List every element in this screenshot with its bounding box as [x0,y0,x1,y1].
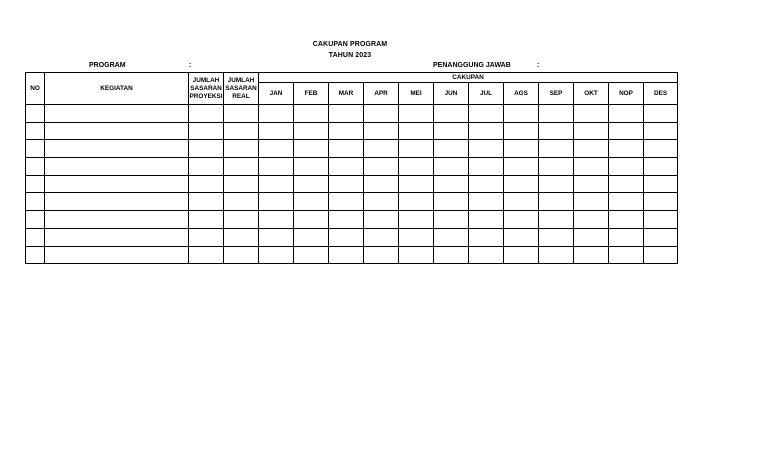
col-header-cakupan: CAKUPAN [259,73,678,83]
pj-label: PENANGGUNG JAWAB [433,62,511,69]
table-cell[interactable] [644,228,678,246]
table-cell[interactable] [259,122,294,140]
table-cell[interactable] [26,158,45,176]
table-cell[interactable] [644,246,678,264]
table-cell[interactable] [399,140,434,158]
table-cell[interactable] [399,122,434,140]
table-cell[interactable] [399,211,434,229]
table-cell[interactable] [574,246,609,264]
table-cell[interactable] [45,193,189,211]
table-cell[interactable] [26,193,45,211]
table-row [26,122,678,140]
table-cell[interactable] [644,175,678,193]
table-cell[interactable] [539,193,574,211]
table-cell[interactable] [609,122,644,140]
table-cell[interactable] [574,158,609,176]
table-cell[interactable] [609,105,644,123]
table-cell[interactable] [189,175,224,193]
table-cell[interactable] [504,140,539,158]
table-cell[interactable] [399,158,434,176]
table-cell[interactable] [504,175,539,193]
table-cell[interactable] [644,193,678,211]
col-header-proyeksi-line-3: PROYEKSI [189,92,223,100]
table-cell[interactable] [364,140,399,158]
table-cell[interactable] [224,140,259,158]
table-cell[interactable] [609,193,644,211]
col-header-sasaran-real [224,73,259,105]
table-cell[interactable] [26,211,45,229]
table-cell[interactable] [469,193,504,211]
table-cell[interactable] [434,211,469,229]
table-row [26,246,678,264]
table-cell[interactable] [259,140,294,158]
table-cell[interactable] [364,175,399,193]
table-cell[interactable] [504,193,539,211]
table-cell[interactable] [434,228,469,246]
table-cell[interactable] [434,158,469,176]
table-cell[interactable] [644,211,678,229]
table-cell[interactable] [259,175,294,193]
table-cell[interactable] [329,158,364,176]
table-cell[interactable] [294,105,329,123]
table-cell[interactable] [504,105,539,123]
pj-separator: : [537,62,540,69]
table-cell[interactable] [504,228,539,246]
table-cell[interactable] [644,105,678,123]
table-cell[interactable] [259,158,294,176]
month-header: NOP [609,83,644,105]
table-cell[interactable] [224,105,259,123]
table-cell[interactable] [644,158,678,176]
month-header: MEI [399,83,434,105]
table-cell[interactable] [469,246,504,264]
table-cell[interactable] [294,158,329,176]
table-cell[interactable] [574,140,609,158]
table-body [26,105,678,264]
table-cell[interactable] [259,193,294,211]
table-cell[interactable] [189,193,224,211]
table-cell[interactable] [329,122,364,140]
month-header: JAN [259,83,294,105]
table-cell[interactable] [539,211,574,229]
table-cell[interactable] [574,175,609,193]
document-title: CAKUPAN PROGRAM [312,41,388,48]
table-cell[interactable] [45,211,189,229]
month-header: FEB [294,83,329,105]
table-cell[interactable] [364,193,399,211]
table-cell[interactable] [189,140,224,158]
table-cell[interactable] [259,105,294,123]
table-cell[interactable] [329,211,364,229]
month-header: JUN [434,83,469,105]
table-cell[interactable] [224,175,259,193]
table-cell[interactable] [609,246,644,264]
table-cell[interactable] [364,122,399,140]
table-cell[interactable] [469,228,504,246]
table-cell[interactable] [294,193,329,211]
col-header-sasaran-proyeksi [189,73,224,105]
table-cell[interactable] [399,246,434,264]
table-cell[interactable] [609,211,644,229]
table-cell[interactable] [294,140,329,158]
table-cell[interactable] [364,246,399,264]
table-cell[interactable] [259,228,294,246]
table-row [26,158,678,176]
col-header-real-line-1: JUMLAH [227,76,255,84]
table-cell[interactable] [26,140,45,158]
table-cell[interactable] [189,122,224,140]
month-header: MAR [329,83,364,105]
table-cell[interactable] [294,175,329,193]
col-header-no: NO [26,73,45,105]
month-header: SEP [539,83,574,105]
table-cell[interactable] [189,211,224,229]
table-cell[interactable] [469,211,504,229]
table-cell[interactable] [224,193,259,211]
table-cell[interactable] [26,105,45,123]
table-cell[interactable] [574,105,609,123]
table-cell[interactable] [574,193,609,211]
col-header-real-line-2: SASARAN [225,84,257,92]
table-cell[interactable] [224,211,259,229]
table-row [26,175,678,193]
table-cell[interactable] [504,246,539,264]
table-cell[interactable] [294,122,329,140]
table-cell[interactable] [539,122,574,140]
table-cell[interactable] [574,211,609,229]
table-cell[interactable] [364,228,399,246]
table-cell[interactable] [434,122,469,140]
table-cell[interactable] [189,105,224,123]
table-cell[interactable] [329,193,364,211]
month-header: DES [644,83,678,105]
table-cell[interactable] [224,246,259,264]
col-header-real-line-3: REAL [232,92,250,100]
table-cell[interactable] [45,122,189,140]
table-cell[interactable] [469,158,504,176]
table-cell[interactable] [644,122,678,140]
table-cell[interactable] [294,228,329,246]
table-cell[interactable] [469,175,504,193]
table-cell[interactable] [224,122,259,140]
table-cell[interactable] [644,140,678,158]
table-cell[interactable] [469,122,504,140]
table-cell[interactable] [224,228,259,246]
table-cell[interactable] [399,175,434,193]
table-cell[interactable] [469,140,504,158]
table-cell[interactable] [399,193,434,211]
table-cell[interactable] [539,228,574,246]
table-cell[interactable] [26,228,45,246]
table-cell[interactable] [45,228,189,246]
table-cell[interactable] [399,228,434,246]
col-header-kegiatan: KEGIATAN [45,73,189,105]
table-cell[interactable] [609,158,644,176]
table-cell[interactable] [434,246,469,264]
table-cell[interactable] [329,105,364,123]
table-cell[interactable] [189,228,224,246]
table-cell[interactable] [45,140,189,158]
table-cell[interactable] [189,246,224,264]
table-cell[interactable] [45,158,189,176]
col-header-proyeksi-line-2: SASARAN [190,84,222,92]
table-cell[interactable] [504,211,539,229]
table-cell[interactable] [504,158,539,176]
table-cell[interactable] [609,228,644,246]
table-row [26,140,678,158]
col-header-proyeksi-line-1: JUMLAH [192,76,220,84]
month-header: JUL [469,83,504,105]
table-row [26,228,678,246]
table-cell[interactable] [45,175,189,193]
table-cell[interactable] [45,105,189,123]
table-cell[interactable] [574,228,609,246]
table-row [26,193,678,211]
table-cell[interactable] [329,175,364,193]
table-cell[interactable] [539,105,574,123]
document-subtitle: TAHUN 2023 [328,52,372,59]
month-header: OKT [574,83,609,105]
table-cell[interactable] [45,246,189,264]
table-cell[interactable] [399,105,434,123]
table-cell[interactable] [26,122,45,140]
table-cell[interactable] [539,158,574,176]
program-label: PROGRAM [89,62,126,69]
table-cell[interactable] [364,158,399,176]
table-cell[interactable] [434,193,469,211]
table-cell[interactable] [469,105,504,123]
table-cell[interactable] [189,158,224,176]
table-cell[interactable] [364,211,399,229]
table-cell[interactable] [539,175,574,193]
table-row [26,105,678,123]
table-row [26,211,678,229]
table-cell[interactable] [364,105,399,123]
table-cell[interactable] [434,140,469,158]
table-cell[interactable] [609,140,644,158]
table-cell[interactable] [539,246,574,264]
table-cell[interactable] [539,140,574,158]
table-cell[interactable] [434,105,469,123]
table-cell[interactable] [259,246,294,264]
table-cell[interactable] [26,246,45,264]
table-cell[interactable] [294,246,329,264]
table-cell[interactable] [259,211,294,229]
month-header: AGS [504,83,539,105]
table-cell[interactable] [294,211,329,229]
table-cell[interactable] [609,175,644,193]
table-cell[interactable] [26,175,45,193]
table-cell[interactable] [574,122,609,140]
table-cell[interactable] [434,175,469,193]
table-cell[interactable] [504,122,539,140]
cakupan-table [25,72,678,264]
table-cell[interactable] [224,158,259,176]
table-cell[interactable] [329,140,364,158]
table-cell[interactable] [329,228,364,246]
month-header: APR [364,83,399,105]
program-separator: : [189,62,192,69]
table-cell[interactable] [329,246,364,264]
